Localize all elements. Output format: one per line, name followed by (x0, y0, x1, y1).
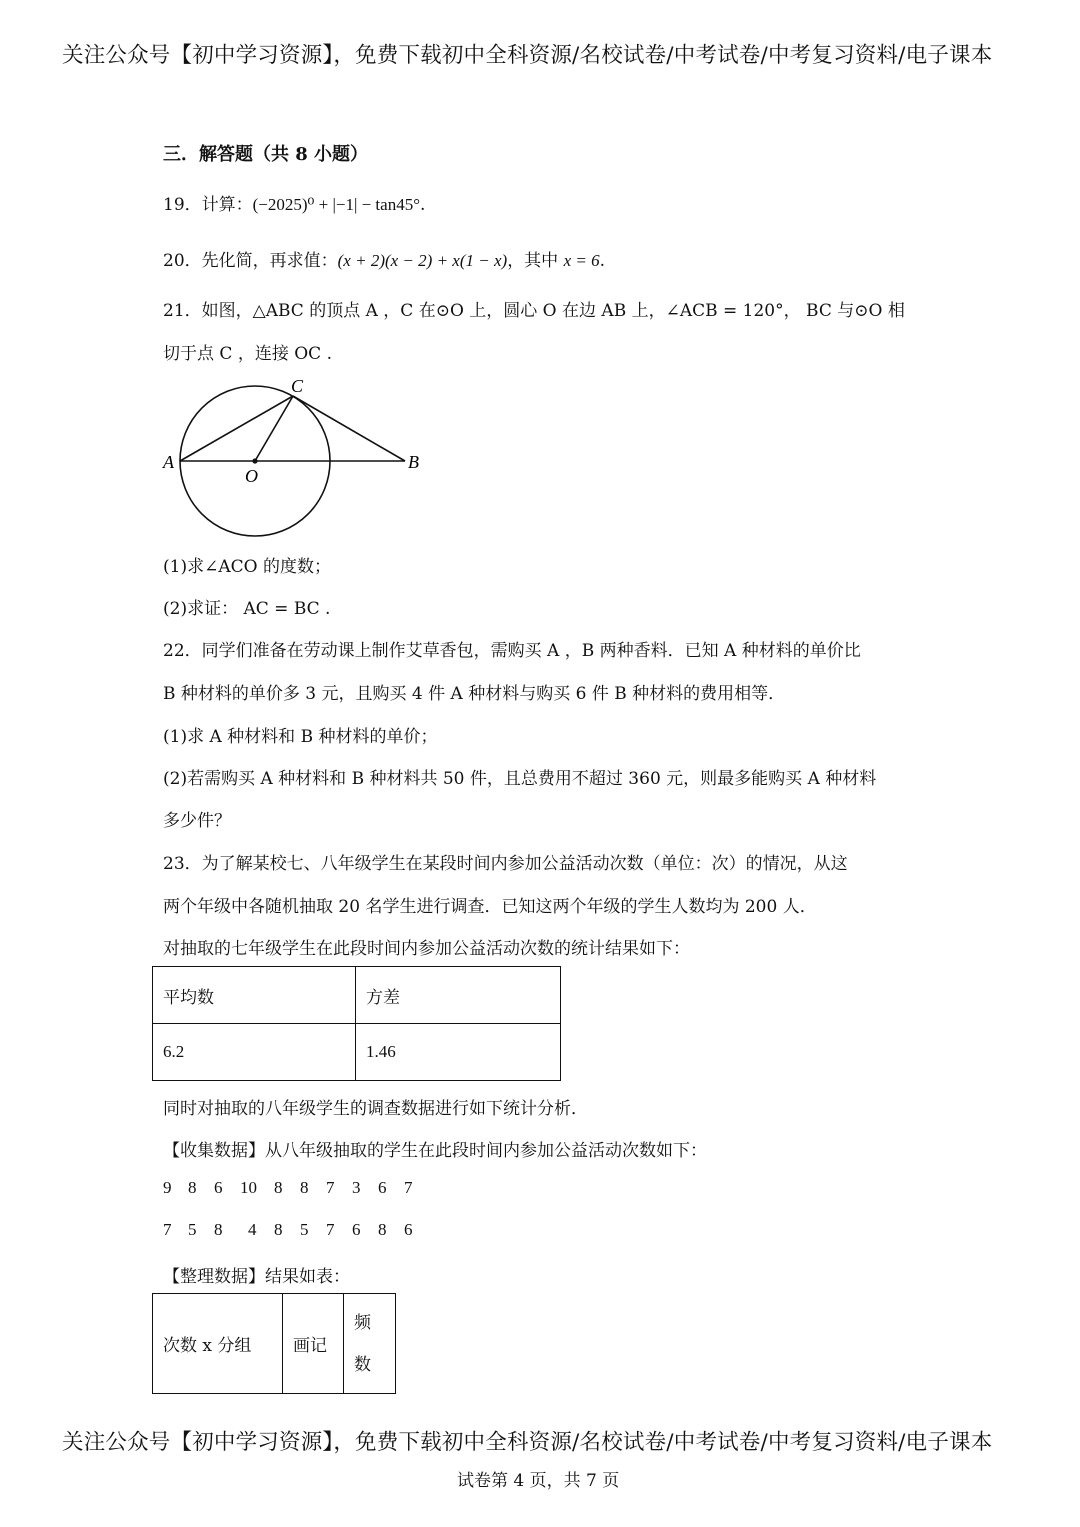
data-value: 8 (274, 1220, 283, 1239)
top-banner: 关注公众号【初中学习资源】，免费下载初中全科资源/名校试卷/中考试卷/中考复习资料/电子课本 (62, 43, 993, 68)
q21-line-2: 切于点 C ，连接 OC . (163, 344, 332, 364)
q21-part-2: (2)求证： AC = BC . (163, 599, 331, 619)
q21-line-1: 21．如图，△ABC 的顶点 A ，C 在⊙O 上，圆心 O 在边 AB 上，∠ACB = 120°， BC 与⊙O 相 (163, 301, 905, 321)
data-value: 9 (163, 1178, 172, 1197)
q23-line-1: 23．为了解某校七、八年级学生在某段时间内参加公益活动次数（单位：次）的情况，从这 (163, 854, 848, 874)
data-value: 3 (352, 1178, 361, 1197)
segment-oc (255, 396, 293, 461)
section-title: 三．解答题（共 8 小题） (163, 144, 369, 165)
data-value: 6 (214, 1178, 223, 1197)
data-value: 10 (240, 1178, 257, 1197)
q22-part-2-line-2: 多少件？ (163, 811, 231, 831)
data-value: 7 (326, 1178, 335, 1197)
data-value: 8 (378, 1220, 387, 1239)
q23-line-5: 【收集数据】从八年级抽取的学生在此段时间内参加公益活动次数如下： (163, 1141, 707, 1161)
question-19 (163, 190, 425, 215)
data-value: 8 (274, 1178, 283, 1197)
center-dot (252, 458, 257, 463)
data-value: 8 (188, 1178, 197, 1197)
bottom-banner: 关注公众号【初中学习资源】，免费下载初中全科资源/名校试卷/中考试卷/中考复习资料/电子课本 (62, 1430, 993, 1455)
grade8-frequency-table (152, 1293, 396, 1394)
data-value: 4 (248, 1220, 257, 1239)
value-variance: 1.46 (356, 1024, 561, 1081)
segment-cb (293, 396, 405, 461)
segment-ac (180, 396, 293, 461)
data-value: 7 (163, 1220, 172, 1239)
q19-expression: (−2025)⁰ + |−1| − tan45° (252, 195, 421, 214)
question-20 (163, 246, 605, 271)
q19-end: . (420, 195, 426, 215)
q20-condition: x = 6 (563, 251, 600, 270)
data-value: 6 (352, 1220, 361, 1239)
data-value: 5 (188, 1220, 197, 1239)
q22-line-2: B 种材料的单价多 3 元，且购买 4 件 A 种材料与购买 6 件 B 种材料的费用相等． (163, 684, 786, 704)
grade7-stats-table (152, 966, 561, 1081)
data-value: 8 (214, 1220, 223, 1239)
q20-end: . (599, 251, 606, 271)
data-value: 6 (404, 1220, 413, 1239)
label-o: O (245, 466, 258, 486)
q23-line-3: 对抽取的七年级学生在此段时间内参加公益活动次数的统计结果如下： (163, 939, 690, 959)
q19-label: 19．计算： (163, 195, 253, 215)
label-c: C (291, 376, 304, 396)
header-group: 次数 x 分组 (153, 1294, 283, 1394)
data-value: 7 (404, 1178, 413, 1197)
q23-line-6: 【整理数据】结果如表： (163, 1267, 350, 1287)
label-b: B (408, 452, 419, 472)
data-value: 7 (326, 1220, 335, 1239)
data-value: 6 (378, 1178, 387, 1197)
q22-part-2-line-1: (2)若需购买 A 种材料和 B 种材料共 50 件，且总费用不超过 360 元，则最多能购买 A 种材料 (163, 769, 877, 789)
header-mean: 平均数 (153, 967, 356, 1024)
q23-line-2: 两个年级中各随机抽取 20 名学生进行调查．已知这两个年级的学生人数均为 200 人． (163, 897, 817, 917)
value-mean: 6.2 (153, 1024, 356, 1081)
q20-expression: (x + 2)(x − 2) + x(1 − x) (337, 251, 508, 270)
header-frequency (344, 1294, 396, 1394)
header-frequency-char-2: 数 (354, 1354, 371, 1375)
data-value: 5 (300, 1220, 309, 1239)
page-number: 试卷第 4 页，共 7 页 (457, 1471, 620, 1491)
q20-mid: ，其中 (507, 251, 559, 271)
q20-label: 20．先化简，再求值： (163, 251, 338, 271)
label-a: A (163, 452, 174, 472)
q22-line-1: 22．同学们准备在劳动课上制作艾草香包，需购买 A ，B 两种香料．已知 A 种材料的单价比 (163, 641, 861, 661)
q23-line-4: 同时对抽取的八年级学生的调查数据进行如下统计分析． (163, 1099, 588, 1119)
q22-part-1: (1)求 A 种材料和 B 种材料的单价； (163, 727, 438, 747)
header-tally: 画记 (283, 1294, 344, 1394)
q21-part-1: (1)求∠ACO 的度数； (163, 557, 331, 577)
header-variance: 方差 (356, 967, 561, 1024)
geometry-figure (160, 376, 440, 546)
data-value: 8 (300, 1178, 309, 1197)
header-frequency-char-1: 频 (354, 1312, 371, 1333)
